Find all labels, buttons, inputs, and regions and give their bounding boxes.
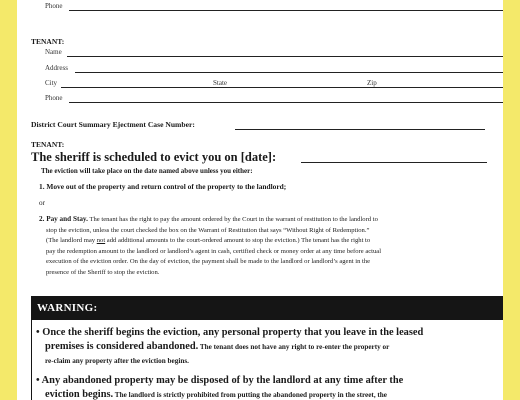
tenant-zip-label: Zip — [367, 79, 377, 87]
option-or: or — [39, 199, 45, 207]
tenant-phone-line[interactable] — [69, 102, 503, 103]
pay-and-stay-line4: pay the redemption amount to the landlord or landlord’s agent in cash, certified check or money order at any time before actual — [46, 247, 382, 255]
warning-box — [31, 320, 503, 400]
notice-tenant-label: TENANT: — [31, 140, 65, 149]
warning-bullet-abandoned-property: • Once the sheriff begins the eviction, any personal property that you leave in the leased premises is considered abandoned. The tenant does not have any right to re-enter the property or re-claim any property after the eviction begins. — [36, 327, 424, 365]
tenant-city-state-zip-line[interactable] — [61, 87, 503, 88]
landlord-phone-label: Phone — [45, 2, 63, 10]
notice-intro: The eviction will take place on the date named above unless you either: — [41, 167, 253, 175]
tenant-phone-label: Phone — [45, 94, 63, 102]
warning-bullet-disposal: • Any abandoned property may be disposed of by the landlord at any time after the eviction begins. The landlord is strictly prohibited from putting the abandoned property in the street, the — [36, 375, 404, 400]
option-pay-and-stay — [39, 214, 503, 278]
bullet-icon: • — [36, 327, 40, 338]
warning-header: WARNING: — [31, 296, 503, 320]
tenant-name-line[interactable] — [67, 56, 503, 57]
bullet-icon: • — [36, 375, 40, 386]
tenant-city-label: City — [45, 79, 58, 87]
eviction-date-headline: The sheriff is scheduled to evict you on [date]: — [31, 150, 277, 164]
case-number-label: District Court Summary Ejectment Case Number: — [31, 120, 195, 129]
eviction-date-line[interactable] — [301, 162, 487, 163]
tenant-name-label: Name — [45, 48, 62, 56]
pay-and-stay-line6: presence of the Sheriff to stop the eviction. — [46, 268, 160, 276]
pay-and-stay-line1: The tenant has the right to pay the amount ordered by the Court in the warrant of restitution to the landlord to — [89, 216, 378, 223]
pay-and-stay-line2: stop the eviction, unless the court checked the box on the Warrant of Restitution that says “Without Right of Redemption.” — [46, 226, 370, 234]
pay-and-stay-line3: (The landlord may not add additional amounts to the court-ordered amount to stop the eviction.) The tenant has the right to — [46, 237, 371, 244]
case-number-line[interactable] — [235, 129, 485, 130]
option-move-out: 1. Move out of the property and return control of the property to the landlord; — [39, 182, 287, 191]
landlord-phone-line[interactable] — [69, 10, 503, 11]
pay-and-stay-title: 2. Pay and Stay. — [39, 215, 88, 223]
tenant-address-label: Address — [45, 64, 68, 72]
pay-and-stay-line5: execution of the eviction order. On the day of eviction, the payment shall be made to the landlord or landlord’s agent in the — [46, 258, 371, 265]
eviction-notice-form — [17, 0, 503, 400]
tenant-address-line[interactable] — [75, 72, 503, 73]
tenant-heading: TENANT: — [31, 37, 65, 46]
tenant-state-label: State — [213, 79, 227, 87]
